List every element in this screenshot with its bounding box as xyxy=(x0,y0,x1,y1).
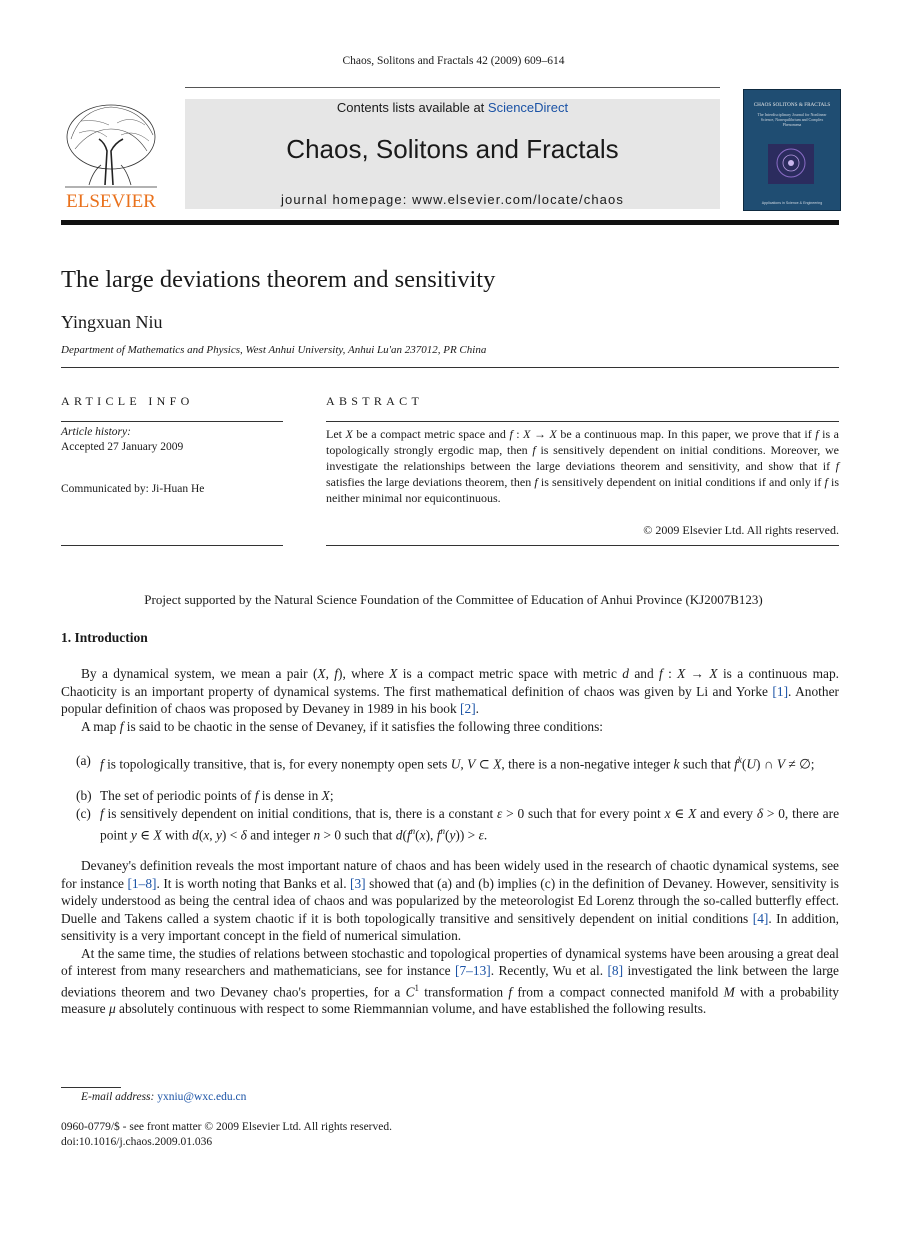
svg-text:Applications in Science & Engi: Applications in Science & Engineering xyxy=(761,201,823,205)
condition-b: (b) The set of periodic points of f is dense in X; xyxy=(76,788,334,803)
intro-paragraph-2: Devaney's definition reveals the most important nature of chaos and has been widely used in the research of chaotic dynamical systems, see for instance [1–8]. It is worth noting that Banks et al. [3] showed that (a) and (b) implies (c) in the definition of Devaney. However, sensitivity is widely understood as being the central idea of chaos and was popularized by the meteorologist Ed Lorenz through the so-called butterfly effect. Duelle and Takens called a system chaotic if it is both topologically transitive and sensitively dependent on initial conditions [4]. In addition, sensitivity is a very important concept in the field of numerical simulation. At the same time, the studies of relations between stochastic and topological properties of dynamical systems have been arousing a great deal of interest from many researchers and mathematicians, see for instance [7–13]. Recently, Wu et al. [8] investigated the link between the large deviations theorem and two Devaney chao's properties, for a $C^1$ transformation f from a compact connected manifold M with a probability measure μ absolutely continuous with respect to some Riemmannian volume, and have established the following results. xyxy=(61,858,839,1017)
contents-prefix: Contents lists available at xyxy=(336,100,488,115)
author-name: Yingxuan Niu xyxy=(61,312,163,332)
article-title: The large deviations theorem and sensitivity xyxy=(61,266,496,293)
article-info-rule xyxy=(61,421,283,422)
title-rule xyxy=(61,367,839,368)
abstract-bottom-rule xyxy=(326,545,839,546)
abstract-copyright: © 2009 Elsevier Ltd. All rights reserved. xyxy=(643,523,839,537)
article-history-label: Article history: xyxy=(61,426,131,438)
cover-subtitle: The Interdisciplinary Journal for Nonlinear Science, Nonequilibrium and Complex Phenomena xyxy=(757,112,827,127)
journal-homepage[interactable]: journal homepage: www.elsevier.com/locate/chaos xyxy=(281,192,624,207)
svg-text:CHAOS SOLITONS & FRACTALS: CHAOS SOLITONS & FRACTALS xyxy=(753,102,831,108)
svg-text:ELSEVIER: ELSEVIER xyxy=(66,191,156,211)
journal-title: Chaos, Solitons and Fractals xyxy=(286,134,619,164)
email-link[interactable]: yxniu@wxc.edu.cn xyxy=(157,1091,247,1103)
citation-link[interactable]: [1] xyxy=(772,683,789,699)
abstract-rule xyxy=(326,421,839,422)
contents-available xyxy=(185,100,720,115)
elsevier-tree-icon xyxy=(61,99,161,211)
citation-link[interactable]: [7–13] xyxy=(455,963,491,978)
email-footnote xyxy=(81,1091,246,1103)
abstract-heading: ABSTRACT xyxy=(326,394,424,408)
elsevier-logo xyxy=(61,99,161,211)
issn-line: 0960-0779/$ - see front matter © 2009 Elsevier Ltd. All rights reserved. xyxy=(61,1121,392,1133)
journal-cover-art xyxy=(744,90,840,210)
citation-link[interactable]: [4] xyxy=(752,910,769,926)
header-rule xyxy=(185,87,720,88)
journal-banner xyxy=(185,99,720,209)
email-label: E-mail address: xyxy=(81,1091,155,1103)
sciencedirect-link[interactable]: ScienceDirect xyxy=(487,100,569,115)
intro-paragraph-1: By a dynamical system, we mean a pair (X, f), where X is a compact metric space with metric d and f : X → X is a continuous map. Chaoticity is an important property of dynamical systems. The first mathematical definition of chaos was given by Li and Yorke [1]. Another popular definition of chaos was proposed by Devaney in 1989 in his book [2]. A map f is said to be chaotic in the sense of Devaney, if it satisfies the following three conditions: xyxy=(61,666,840,734)
abstract-text: Let X be a compact metric space and f : X → X be a continuous map. In this paper, we prove that if f is a topologically strongly ergodic map, then f is sensitively dependent on initial conditions. Moreover, we investigate the relationships between the large deviations theorem and sensitivity, and show that if f satisfies the large deviations theorem, then f is sensitively dependent on initial conditions if and only if f is neither minimal nor equicontinuous. xyxy=(326,427,839,505)
condition-a: (a) f is topologically transitive, that is, for every nonempty open sets U, V ⊂ X, there is a non-negative integer k such that $f^k(U)$ ∩ V ≠ ∅; xyxy=(76,753,815,772)
journal-cover xyxy=(743,89,841,211)
citation-link[interactable]: [2] xyxy=(460,701,476,716)
article-info-bottom-rule xyxy=(61,545,283,546)
header-thick-rule xyxy=(61,220,839,225)
journal-citation: Chaos, Solitons and Fractals 42 (2009) 609–614 xyxy=(342,55,565,67)
doi-line[interactable]: doi:10.1016/j.chaos.2009.01.036 xyxy=(61,1136,213,1148)
accepted-date: Accepted 27 January 2009 xyxy=(61,441,184,453)
communicated-by: Communicated by: Ji-Huan He xyxy=(61,483,205,495)
author-affiliation: Department of Mathematics and Physics, West Anhui University, Anhui Lu'an 237012, PR China xyxy=(61,344,487,356)
citation-link[interactable]: [8] xyxy=(607,963,624,978)
condition-c: (c) f is sensitively dependent on initial conditions, that is, there is a constant ε > 0 such that for every point x ∈ X and every δ > 0, there are point y ∈ X with d(x, y) < δ and integer n > 0 such that $d(f^n(x)$, $f^n(y)) > \varepsilon$. xyxy=(76,806,840,842)
section-heading: 1. Introduction xyxy=(61,630,148,645)
citation-link[interactable]: [1–8] xyxy=(127,875,157,891)
citation-link[interactable]: [3] xyxy=(350,875,366,891)
footnote-rule xyxy=(61,1087,121,1088)
article-info-heading: ARTICLE INFO xyxy=(61,394,194,408)
project-note: Project supported by the Natural Science Foundation of the Committee of Education of Anhui Province (KJ2007B123) xyxy=(144,592,763,607)
